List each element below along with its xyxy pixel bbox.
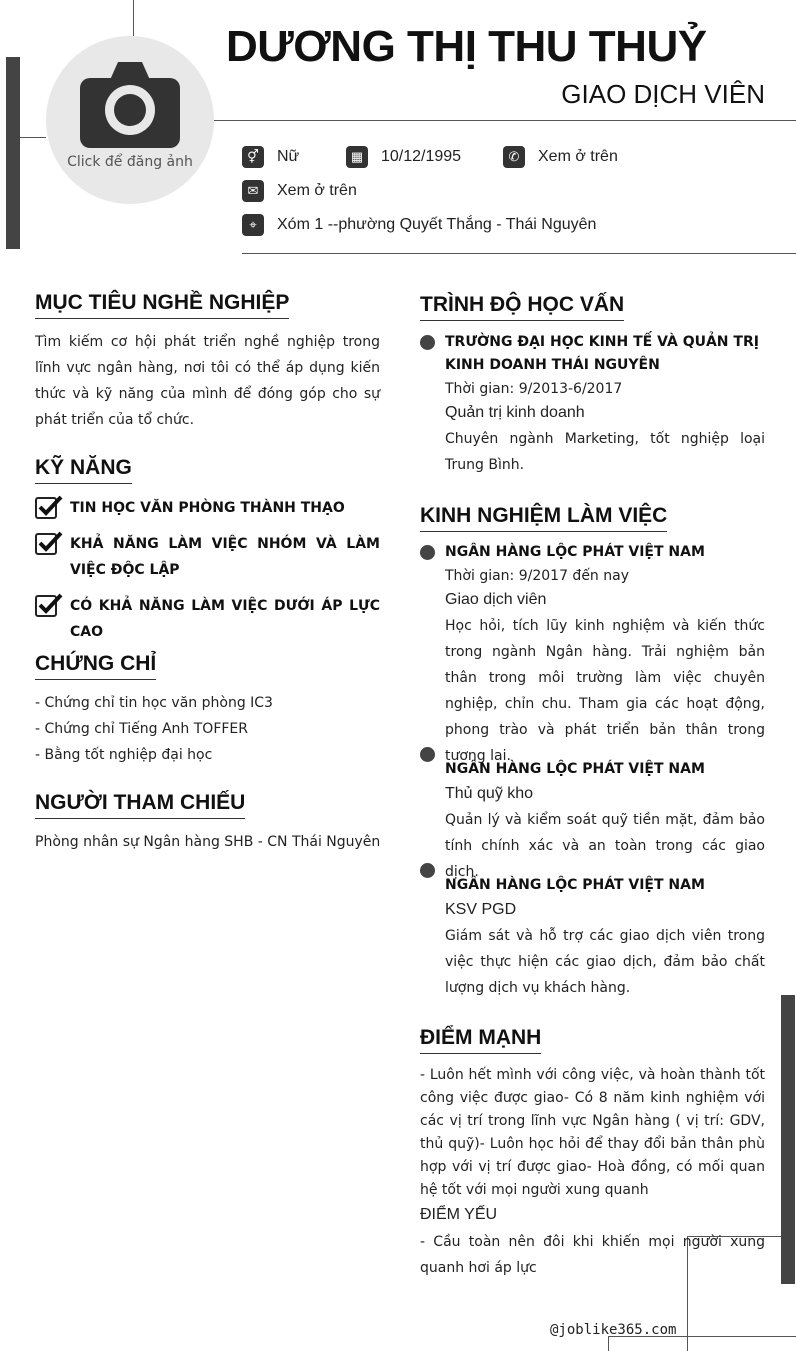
skill-item — [35, 593, 380, 645]
job-org: NGÂN HÀNG LỘC PHÁT VIỆT NAM — [445, 761, 705, 777]
birthday-value: 10/12/1995 — [381, 148, 462, 165]
job-position: KSV PGD — [445, 901, 517, 918]
job-time: Thời gian: 9/2017 đến nay — [445, 568, 629, 584]
email-info — [242, 180, 357, 202]
candidate-name: DƯƠNG THỊ THU THUỶ — [226, 22, 707, 71]
certificate-item: - Chứng chỉ tin học văn phòng IC3 — [35, 695, 273, 711]
job-org: NGÂN HÀNG LỘC PHÁT VIỆT NAM — [445, 544, 705, 560]
calendar-icon: ▦ — [346, 146, 368, 168]
timeline-dot — [420, 545, 435, 560]
watermark: @joblike365.com — [550, 1322, 677, 1338]
header-divider — [214, 120, 796, 121]
weaknesses-title: ĐIỂM YẾU — [420, 1206, 498, 1223]
birthday-info — [346, 146, 461, 168]
job-position: Giao dịch viên — [445, 591, 547, 608]
skill-item — [35, 495, 380, 521]
top-vertical-line — [133, 0, 134, 36]
job-desc: Quản lý và kiểm soát quỹ tiền mặt, đảm bảo tính chính xác và an toàn trong các giao dịch. — [445, 812, 765, 880]
avatar-upload[interactable] — [46, 36, 214, 204]
camera-icon — [80, 60, 180, 150]
contact-divider — [242, 253, 796, 254]
checkbox-checked-icon — [35, 531, 63, 555]
timeline-dot — [420, 335, 435, 350]
skill-text: KHẢ NĂNG LÀM VIỆC NHÓM VÀ LÀM VIỆC ĐỘC LẬP — [70, 536, 380, 578]
address-info — [242, 214, 596, 236]
checkbox-checked-icon — [35, 593, 63, 617]
strengths-title: ĐIỂM MẠNH — [420, 1026, 541, 1054]
location-icon: ⌖ — [242, 214, 264, 236]
education-title: TRÌNH ĐỘ HỌC VẤN — [420, 293, 624, 321]
job-org: NGÂN HÀNG LỘC PHÁT VIỆT NAM — [445, 877, 705, 893]
skill-text: CÓ KHẢ NĂNG LÀM VIỆC DƯỚI ÁP LỰC CAO — [70, 598, 380, 640]
gender-value: Nữ — [277, 148, 300, 165]
job-desc: Học hỏi, tích lũy kinh nghiệm và kiến thức trong ngành Ngân hàng. Trải nghiệm bản thân trong môi trường làm việc chuyên nghiệp, chỉn chu. Tham gia các hoạt động, phong trào và phát triển bản thân trong tương lai. — [445, 618, 765, 764]
gender-icon: ⚥ — [242, 146, 264, 168]
references-text: Phòng nhân sự Ngân hàng SHB - CN Thái Nguyên — [35, 834, 381, 850]
phone-value: Xem ở trên — [538, 148, 618, 165]
email-value: Xem ở trên — [277, 182, 357, 199]
address-value: Xóm 1 --phường Quyết Thắng - Thái Nguyên — [277, 216, 597, 233]
corner-line-v2 — [608, 1336, 609, 1351]
timeline-dot — [420, 863, 435, 878]
job-position: Thủ quỹ kho — [445, 785, 534, 802]
phone-info — [503, 146, 618, 168]
phone-icon: ✆ — [503, 146, 525, 168]
certificate-item: - Chứng chỉ Tiếng Anh TOFFER — [35, 721, 249, 737]
timeline-dot — [420, 747, 435, 762]
skill-item — [35, 531, 380, 583]
gender-info — [242, 146, 299, 168]
skills-title: KỸ NĂNG — [35, 456, 132, 484]
education-time: Thời gian: 9/2013-6/2017 — [445, 381, 623, 397]
checkbox-checked-icon — [35, 495, 63, 519]
left-horizontal-line — [20, 137, 46, 138]
skill-text: TIN HỌC VĂN PHÒNG THÀNH THẠO — [70, 500, 345, 516]
job-desc: Giám sát và hỗ trợ các giao dịch viên trong việc thực hiện các giao dịch, đảm bảo chất lượng dịch vụ khách hàng. — [445, 928, 765, 996]
certificate-item: - Bằng tốt nghiệp đại học — [35, 747, 213, 763]
objective-title: MỤC TIÊU NGHỀ NGHIỆP — [35, 291, 289, 319]
certificates-title: CHỨNG CHỈ — [35, 652, 156, 680]
objective-text: Tìm kiếm cơ hội phát triển nghề nghiệp trong lĩnh vực ngân hàng, nơi tôi có thể áp dụng kiến thức và kỹ năng của mình để đóng góp cho sự phát triển của tổ chức. — [35, 334, 380, 428]
experience-title: KINH NGHIỆM LÀM VIỆC — [420, 504, 667, 532]
education-major: Quản trị kinh doanh — [445, 404, 585, 421]
avatar-label: Click để đăng ảnh — [67, 154, 193, 170]
strengths-text: - Luôn hết mình với công việc, và hoàn thành tốt công việc được giao- Có 8 năm kinh nghiệm với các vị trí trong lĩnh vực Ngân hàng ( vị trí: GDV, thủ quỹ)- Luôn học hỏi để thay đổi bản thân phù hợp với vị trí được giao- Hoà đồng, có mối quan hệ tốt với mọi người xung quanh — [420, 1067, 765, 1198]
email-icon: ✉ — [242, 180, 264, 202]
right-accent-bar — [781, 995, 795, 1284]
weaknesses-text: - Cầu toàn nên đôi khi khiến mọi người xung quanh hơi áp lực — [420, 1234, 765, 1276]
left-accent-bar — [6, 57, 20, 249]
job-title: GIAO DỊCH VIÊN — [561, 79, 765, 109]
references-title: NGƯỜI THAM CHIẾU — [35, 791, 245, 819]
education-desc: Chuyên ngành Marketing, tốt nghiệp loại Trung Bình. — [445, 431, 765, 473]
school-name: TRƯỜNG ĐẠI HỌC KINH TẾ VÀ QUẢN TRỊ KINH DOANH THÁI NGUYÊN — [445, 334, 759, 373]
